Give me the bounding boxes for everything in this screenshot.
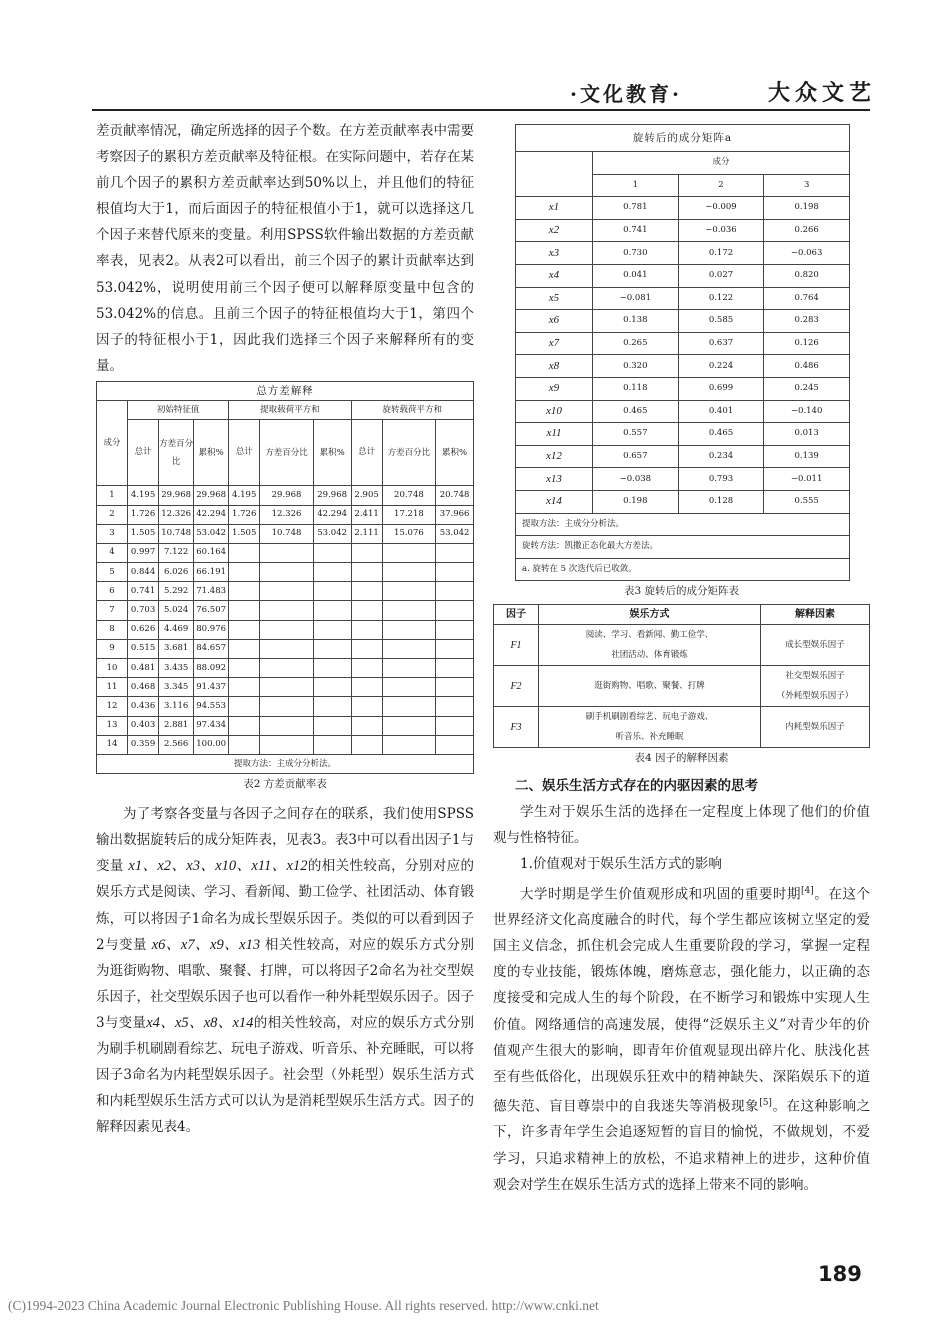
factor-label: F2 bbox=[494, 666, 539, 707]
table-cell: 0.657 bbox=[593, 445, 679, 468]
table-cell bbox=[351, 678, 382, 697]
left-column bbox=[96, 118, 474, 1140]
table-row bbox=[97, 563, 474, 582]
table-cell: 0.283 bbox=[764, 310, 850, 333]
table-header: 总计 bbox=[128, 420, 159, 486]
component-number: 4 bbox=[97, 543, 128, 562]
table-cell bbox=[382, 639, 435, 658]
table-row bbox=[516, 264, 850, 287]
table-row bbox=[97, 620, 474, 639]
table-header: 方差百分比 bbox=[260, 420, 313, 486]
table-cell: 53.042 bbox=[436, 524, 474, 543]
component-number: 1 bbox=[97, 486, 128, 505]
table-cell: 0.266 bbox=[764, 219, 850, 242]
table-header: 3 bbox=[764, 174, 850, 197]
table-cell bbox=[229, 620, 260, 639]
explanation bbox=[761, 625, 870, 666]
header-section: ·文化教育· bbox=[570, 82, 682, 106]
explanation-line: 内耗型娱乐因子 bbox=[785, 722, 845, 733]
table-cell bbox=[229, 735, 260, 754]
table-header: 娱乐方式 bbox=[539, 605, 761, 625]
method-line: 社团活动、体育锻炼 bbox=[611, 650, 688, 661]
table-cell bbox=[382, 601, 435, 620]
table-variance bbox=[96, 381, 474, 774]
table-cell: 88.092 bbox=[194, 659, 229, 678]
table-cell bbox=[313, 620, 351, 639]
header-magazine: 大众文艺 bbox=[768, 80, 877, 106]
table-cell: 0.555 bbox=[764, 490, 850, 513]
table-cell: 29.968 bbox=[313, 486, 351, 505]
table-cell bbox=[313, 716, 351, 735]
table-cell bbox=[229, 697, 260, 716]
explanation-line: （外耗型娱乐因子） bbox=[776, 691, 854, 702]
table-row bbox=[97, 505, 474, 524]
table-row bbox=[516, 468, 850, 491]
table-cell: 0.703 bbox=[128, 601, 159, 620]
citation: [5] bbox=[759, 1097, 772, 1108]
table-row bbox=[97, 716, 474, 735]
table-row bbox=[97, 543, 474, 562]
table-cell bbox=[382, 697, 435, 716]
table-cell: 0.997 bbox=[128, 543, 159, 562]
table-cell bbox=[351, 543, 382, 562]
table-row bbox=[97, 659, 474, 678]
table-cell: 2.111 bbox=[351, 524, 382, 543]
component-number: 13 bbox=[97, 716, 128, 735]
table-cell bbox=[229, 582, 260, 601]
table-cell: 0.637 bbox=[678, 332, 764, 355]
table-header: 累积% bbox=[194, 420, 229, 486]
table-row bbox=[494, 707, 870, 748]
table-cell bbox=[382, 563, 435, 582]
table-cell: 53.042 bbox=[194, 524, 229, 543]
table-cell: 0.138 bbox=[593, 310, 679, 333]
table-cell bbox=[260, 620, 313, 639]
table-row bbox=[494, 666, 870, 707]
method-line: 阅读、学习、看新闻、勤工俭学、 bbox=[585, 630, 714, 641]
table-cell bbox=[436, 582, 474, 601]
table-caption: 表2 方差贡献率表 bbox=[243, 778, 327, 791]
table-cell: 4.195 bbox=[128, 486, 159, 505]
table-cell: 0.122 bbox=[678, 287, 764, 310]
table-cell bbox=[229, 659, 260, 678]
paragraph: 学生对于娱乐生活的选择在一定程度上体现了他们的价值观与性格特征。 bbox=[493, 804, 870, 847]
table-cell bbox=[351, 601, 382, 620]
explanation bbox=[761, 666, 870, 707]
table-cell: 84.657 bbox=[194, 639, 229, 658]
table-cell: 10.748 bbox=[260, 524, 313, 543]
table-cell: 53.042 bbox=[313, 524, 351, 543]
paragraph: 为了考察各变量与各因子之间存在的联系，我们使用SPSS输出数据旋转后的成分矩阵表，见表3。表3中可以看出因子1与变量 x1、x2、x3、x10、x11、x12的相关性较高，分别对应的娱乐方式是阅读、学习、看新闻、勤工俭学、社团活动、体育锻炼，可以将因子1命名为成长型娱乐因子。类似的可以看到因子2与变量 x6、x7、x9、x13 相关性较高，对应的娱乐方式分别为逛街购物、唱歌、聚餐、打牌，可以将因子2命名为社交型娱乐因子，社交型娱乐因子也可以看作一种外耗型娱乐因子。因子3与变量x4、x5、x8、x14的相关性较高，对应的娱乐方式分别为刷手机刷剧看综艺、玩电子游戏、听音乐、补充睡眠，可以将因子3命名为内耗型娱乐因子。社会型（外耗型）娱乐生活方式和内耗型娱乐生活方式可以认为是消耗型娱乐生活方式。因子的解释因素见表4。 bbox=[96, 806, 474, 1136]
table-cell: 0.515 bbox=[128, 639, 159, 658]
table-cell bbox=[436, 563, 474, 582]
table-cell: 0.198 bbox=[764, 197, 850, 220]
table-row bbox=[516, 287, 850, 310]
table-cell bbox=[351, 659, 382, 678]
table-cell bbox=[313, 543, 351, 562]
variable-list: x1、x2、x3、x10、x11、x12 bbox=[128, 858, 308, 875]
table-cell: 2.566 bbox=[159, 735, 194, 754]
table-cell bbox=[436, 601, 474, 620]
table-row bbox=[516, 445, 850, 468]
component-number: 10 bbox=[97, 659, 128, 678]
table-cell: 5.292 bbox=[159, 582, 194, 601]
table-cell bbox=[260, 543, 313, 562]
table-cell: 0.128 bbox=[678, 490, 764, 513]
table-cell bbox=[229, 543, 260, 562]
factor-label: F3 bbox=[494, 707, 539, 748]
table-cell: 1.726 bbox=[128, 505, 159, 524]
table-row bbox=[97, 678, 474, 697]
table-cell bbox=[351, 582, 382, 601]
table-header: 成分 bbox=[593, 152, 850, 175]
component-number: 8 bbox=[97, 620, 128, 639]
table-row bbox=[516, 377, 850, 400]
table-cell: 0.172 bbox=[678, 242, 764, 265]
table-cell bbox=[436, 716, 474, 735]
entertainment-methods bbox=[539, 707, 761, 748]
table-cell: 3.681 bbox=[159, 639, 194, 658]
table-cell: 4.469 bbox=[159, 620, 194, 639]
table-cell bbox=[382, 735, 435, 754]
table-cell: 0.359 bbox=[128, 735, 159, 754]
variable-label: x9 bbox=[516, 377, 593, 400]
table-cell: 42.294 bbox=[194, 505, 229, 524]
page-number: 189 bbox=[818, 1262, 862, 1286]
variable-label: x11 bbox=[516, 423, 593, 446]
table-cell bbox=[260, 639, 313, 658]
table-cell: 60.164 bbox=[194, 543, 229, 562]
table-cell bbox=[351, 620, 382, 639]
table-cell bbox=[313, 678, 351, 697]
table-cell: 2.881 bbox=[159, 716, 194, 735]
table-row bbox=[97, 639, 474, 658]
table-row bbox=[97, 735, 474, 754]
table-cell bbox=[436, 678, 474, 697]
table-row bbox=[97, 524, 474, 543]
variable-list: x4、x5、x8、x14 bbox=[146, 1014, 254, 1031]
table-cell: 2.411 bbox=[351, 505, 382, 524]
table-caption: 表4 因子的解释因素 bbox=[634, 752, 729, 765]
table-row bbox=[516, 310, 850, 333]
table-cell bbox=[313, 697, 351, 716]
table-cell: 0.481 bbox=[128, 659, 159, 678]
entertainment-methods bbox=[539, 666, 761, 707]
table-cell bbox=[351, 716, 382, 735]
table-cell: 0.320 bbox=[593, 355, 679, 378]
table-row bbox=[516, 423, 850, 446]
variable-label: x12 bbox=[516, 445, 593, 468]
table-note: 旋转方法：凯撒正态化最大方差法。 bbox=[516, 536, 850, 559]
table-cell: 7.122 bbox=[159, 543, 194, 562]
table-cell bbox=[382, 716, 435, 735]
table-cell: 5.024 bbox=[159, 601, 194, 620]
table-cell bbox=[382, 582, 435, 601]
entertainment-methods bbox=[539, 625, 761, 666]
method-line: 刷手机刷剧看综艺、玩电子游戏、 bbox=[585, 712, 714, 723]
table-header: 总计 bbox=[351, 420, 382, 486]
table-cell: 0.013 bbox=[764, 423, 850, 446]
subheading: 1.价值观对于娱乐生活方式的影响 bbox=[520, 856, 722, 873]
table-cell bbox=[313, 582, 351, 601]
table-cell: 2.905 bbox=[351, 486, 382, 505]
table-cell: 0.585 bbox=[678, 310, 764, 333]
table-cell: 20.748 bbox=[382, 486, 435, 505]
table-row bbox=[516, 490, 850, 513]
variable-list: x6、x7、x9、x13 bbox=[151, 936, 261, 953]
variable-label: x5 bbox=[516, 287, 593, 310]
table-cell: 1.505 bbox=[128, 524, 159, 543]
table-cell: 71.483 bbox=[194, 582, 229, 601]
table-header: 方差百分比 bbox=[382, 420, 435, 486]
table-cell: −0.038 bbox=[593, 468, 679, 491]
variable-label: x7 bbox=[516, 332, 593, 355]
table-cell bbox=[351, 563, 382, 582]
header-rule bbox=[92, 109, 870, 111]
table-header: 2 bbox=[678, 174, 764, 197]
table-cell: 6.026 bbox=[159, 563, 194, 582]
table-cell: 0.118 bbox=[593, 377, 679, 400]
table-cell: 0.793 bbox=[678, 468, 764, 491]
variable-label: x4 bbox=[516, 264, 593, 287]
variable-label: x8 bbox=[516, 355, 593, 378]
variable-label: x13 bbox=[516, 468, 593, 491]
table-cell bbox=[313, 563, 351, 582]
table-cell: 0.027 bbox=[678, 264, 764, 287]
table-cell: 17.218 bbox=[382, 505, 435, 524]
table-cell bbox=[260, 563, 313, 582]
component-number: 3 bbox=[97, 524, 128, 543]
citation: [4] bbox=[801, 885, 814, 896]
table-cell: 1.726 bbox=[229, 505, 260, 524]
table-cell: 0.198 bbox=[593, 490, 679, 513]
table-cell: 4.195 bbox=[229, 486, 260, 505]
table-title: 总方差解释 bbox=[97, 381, 474, 400]
table-cell: 94.553 bbox=[194, 697, 229, 716]
table-cell: 0.126 bbox=[764, 332, 850, 355]
table-cell: 15.076 bbox=[382, 524, 435, 543]
table-cell: 0.626 bbox=[128, 620, 159, 639]
table-cell: 0.820 bbox=[764, 264, 850, 287]
table-cell bbox=[382, 678, 435, 697]
table-header: 初始特征值 bbox=[128, 401, 229, 420]
table-cell: −0.063 bbox=[764, 242, 850, 265]
table-cell: 0.699 bbox=[678, 377, 764, 400]
table-cell: 0.139 bbox=[764, 445, 850, 468]
footer-copyright: (C)1994-2023 China Academic Journal Electronic Publishing House. All rights reserved. http://www.cnki.net bbox=[8, 1298, 599, 1313]
component-number: 11 bbox=[97, 678, 128, 697]
table-cell bbox=[436, 697, 474, 716]
table-cell bbox=[313, 601, 351, 620]
table-note: 提取方法：主成分分析法。 bbox=[516, 513, 850, 536]
table-note: 提取方法：主成分分析法。 bbox=[97, 754, 474, 773]
table-row bbox=[97, 697, 474, 716]
table-cell: 0.741 bbox=[128, 582, 159, 601]
table-cell: 0.764 bbox=[764, 287, 850, 310]
table-cell: 0.265 bbox=[593, 332, 679, 355]
table-cell: 76.507 bbox=[194, 601, 229, 620]
table-title: 旋转后的成分矩阵a bbox=[516, 125, 850, 152]
component-number: 12 bbox=[97, 697, 128, 716]
table-rotated-matrix bbox=[515, 124, 850, 581]
component-number: 6 bbox=[97, 582, 128, 601]
table-header: 累积% bbox=[436, 420, 474, 486]
table-cell: 0.041 bbox=[593, 264, 679, 287]
table-row bbox=[516, 355, 850, 378]
table-cell: 0.436 bbox=[128, 697, 159, 716]
table-cell bbox=[313, 735, 351, 754]
table-cell bbox=[260, 601, 313, 620]
table-cell: 0.486 bbox=[764, 355, 850, 378]
table-cell bbox=[260, 735, 313, 754]
table-cell: 3.345 bbox=[159, 678, 194, 697]
table-cell: 42.294 bbox=[313, 505, 351, 524]
factor-label: F1 bbox=[494, 625, 539, 666]
table-cell: 3.116 bbox=[159, 697, 194, 716]
table-cell: 97.434 bbox=[194, 716, 229, 735]
table-cell: −0.140 bbox=[764, 400, 850, 423]
table-row bbox=[516, 242, 850, 265]
variable-label: x14 bbox=[516, 490, 593, 513]
table-cell: 0.844 bbox=[128, 563, 159, 582]
table-cell: 0.234 bbox=[678, 445, 764, 468]
table-note: a. 旋转在 5 次迭代后已收敛。 bbox=[516, 558, 850, 581]
table-cell: 20.748 bbox=[436, 486, 474, 505]
table-cell: 0.741 bbox=[593, 219, 679, 242]
table-cell bbox=[351, 639, 382, 658]
table-header: 因子 bbox=[494, 605, 539, 625]
table-cell: 12.326 bbox=[260, 505, 313, 524]
table-cell: 29.968 bbox=[260, 486, 313, 505]
method-line: 逛街购物、唱歌、聚餐、打牌 bbox=[594, 681, 705, 692]
table-cell: 0.730 bbox=[593, 242, 679, 265]
table-cell: 0.224 bbox=[678, 355, 764, 378]
table-cell: 80.976 bbox=[194, 620, 229, 639]
table-cell: 0.781 bbox=[593, 197, 679, 220]
table-header: 累积% bbox=[313, 420, 351, 486]
table-cell bbox=[260, 678, 313, 697]
variable-label: x10 bbox=[516, 400, 593, 423]
table-cell: 0.557 bbox=[593, 423, 679, 446]
table-cell bbox=[351, 735, 382, 754]
table-cell bbox=[382, 543, 435, 562]
table-cell bbox=[436, 735, 474, 754]
table-cell bbox=[382, 620, 435, 639]
table-cell: 0.465 bbox=[593, 400, 679, 423]
table-cell bbox=[313, 659, 351, 678]
explanation bbox=[761, 707, 870, 748]
variable-label: x1 bbox=[516, 197, 593, 220]
table-cell: −0.081 bbox=[593, 287, 679, 310]
table-cell bbox=[351, 697, 382, 716]
table-row bbox=[516, 219, 850, 242]
method-line: 听音乐、补充睡眠 bbox=[615, 732, 684, 743]
variable-label: x6 bbox=[516, 310, 593, 333]
table-cell: 0.245 bbox=[764, 377, 850, 400]
table-row bbox=[516, 197, 850, 220]
component-number: 7 bbox=[97, 601, 128, 620]
paragraph: 大学时期是学生价值观形成和巩固的重要时期[4]。在这个世界经济文化高度融合的时代，每个学生都应该树立坚定的爱国主义信念，抓住机会完成人生重要阶段的学习，掌握一定程度的专业技能，锻炼体魄，磨炼意志，强化能力，以正确的态度接受和完成人生的每个阶段，在不断学习和锻炼中实现人生价值。网络通信的高速发展，使得“泛娱乐主义”对青少年的价值观产生很大的影响，即青年价值观显现出碎片化、肤浅化甚至有些低俗化，出现娱乐狂欢中的精神缺失、深陷娱乐下的道德失范、盲目尊崇中的自我迷失等消极现象[5]。在这种影响之下，许多青年学生会追逐短暂的盲目的愉悦，不做规划，不爱学习，只追求精神上的放松，不追求精神上的进步，这种价值观会对学生在娱乐生活方式的选择上带来不同的影响。 bbox=[493, 885, 871, 1193]
table-cell bbox=[229, 716, 260, 735]
component-number: 14 bbox=[97, 735, 128, 754]
table-cell: −0.011 bbox=[764, 468, 850, 491]
section-heading: 二、娱乐生活方式存在的内驱因素的思考 bbox=[515, 778, 758, 795]
table-row bbox=[97, 582, 474, 601]
table-header: 成分 bbox=[97, 401, 128, 486]
table-header: 解释因素 bbox=[761, 605, 870, 625]
table-cell bbox=[229, 678, 260, 697]
table-row bbox=[494, 625, 870, 666]
table-cell bbox=[436, 639, 474, 658]
table-header: 总计 bbox=[229, 420, 260, 486]
table-header: 1 bbox=[593, 174, 679, 197]
table-cell: 91.437 bbox=[194, 678, 229, 697]
table-cell bbox=[260, 697, 313, 716]
table-cell: 0.401 bbox=[678, 400, 764, 423]
table-cell: 3.435 bbox=[159, 659, 194, 678]
table-cell bbox=[436, 659, 474, 678]
explanation-line: 成长型娱乐因子 bbox=[785, 640, 845, 651]
table-cell: 0.465 bbox=[678, 423, 764, 446]
table-cell: 29.968 bbox=[194, 486, 229, 505]
table-cell bbox=[229, 639, 260, 658]
right-column bbox=[493, 118, 870, 1198]
table-caption: 表3 旋转后的成分矩阵表 bbox=[623, 585, 740, 598]
table-row bbox=[516, 400, 850, 423]
table-cell: 0.468 bbox=[128, 678, 159, 697]
table-header: 提取载荷平方和 bbox=[229, 401, 351, 420]
table-header: 方差百分比 bbox=[159, 420, 194, 486]
table-cell: 29.968 bbox=[159, 486, 194, 505]
table-cell bbox=[382, 659, 435, 678]
table-cell: 100.00 bbox=[194, 735, 229, 754]
explanation-line: 社交型娱乐因子 bbox=[785, 671, 845, 682]
table-header: 旋转载荷平方和 bbox=[351, 401, 473, 420]
table-cell bbox=[260, 716, 313, 735]
table-factor-explanation bbox=[493, 604, 870, 748]
table-cell: 0.403 bbox=[128, 716, 159, 735]
table-cell bbox=[260, 659, 313, 678]
table-row bbox=[97, 486, 474, 505]
table-cell: 10.748 bbox=[159, 524, 194, 543]
table-cell bbox=[229, 563, 260, 582]
table-cell: 12.326 bbox=[159, 505, 194, 524]
table-cell bbox=[229, 601, 260, 620]
table-cell bbox=[436, 620, 474, 639]
table-cell bbox=[260, 582, 313, 601]
table-cell: 37.966 bbox=[436, 505, 474, 524]
variable-label: x2 bbox=[516, 219, 593, 242]
table-cell bbox=[436, 543, 474, 562]
table-cell: 1.505 bbox=[229, 524, 260, 543]
paragraph: 差贡献率情况，确定所选择的因子个数。在方差贡献率表中需要考察因子的累积方差贡献率及特征根。在实际问题中，若存在某前几个因子的累积方差贡献率达到50%以上，并且他们的特征根值均大于1，而后面因子的特征根值小于1，就可以选择这几个因子来替代原来的变量。利用SPSS软件输出数据的方差贡献率表，见表2。从表2可以看出，前三个因子的累计贡献率达到53.042%，说明使用前三个因子便可以解释原变量中包含的53.042%的信息。且前三个因子的特征根值均大于1，第四个因子的特征根小于1，因此我们选择三个因子来解释所有的变量。 bbox=[96, 123, 474, 374]
table-cell: −0.036 bbox=[678, 219, 764, 242]
table-row bbox=[97, 601, 474, 620]
component-number: 5 bbox=[97, 563, 128, 582]
table-cell bbox=[313, 639, 351, 658]
component-number: 2 bbox=[97, 505, 128, 524]
component-number: 9 bbox=[97, 639, 128, 658]
table-cell: 66.191 bbox=[194, 563, 229, 582]
table-row bbox=[516, 332, 850, 355]
table-cell: −0.009 bbox=[678, 197, 764, 220]
variable-label: x3 bbox=[516, 242, 593, 265]
